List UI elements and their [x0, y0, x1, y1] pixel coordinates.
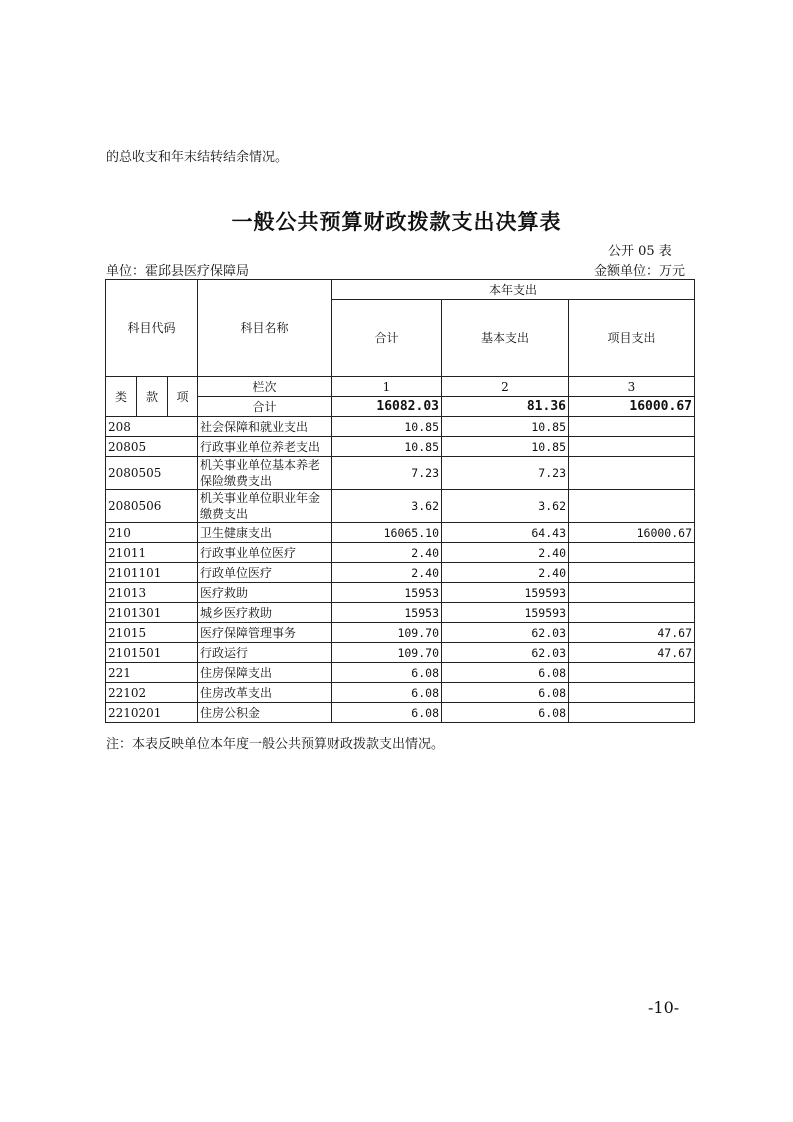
row-code: 208 [106, 417, 198, 437]
header-kuan: 款 [137, 377, 168, 417]
row-basic: 6.08 [442, 663, 569, 683]
row-project [569, 543, 695, 563]
header-row-1 [106, 280, 695, 300]
table-row [106, 683, 695, 703]
row-name: 住房改革支出 [198, 683, 332, 703]
row-basic: 159593 [442, 583, 569, 603]
table-row [106, 490, 695, 523]
table-row [106, 623, 695, 643]
table-row [106, 417, 695, 437]
row-name: 医疗救助 [198, 583, 332, 603]
row-name: 医疗保障管理事务 [198, 623, 332, 643]
table-note: 注：本表反映单位本年度一般公共预算财政拨款支出情况。 [106, 737, 445, 752]
totals-basic: 81.36 [442, 397, 569, 417]
amount-unit-label: 金额单位：万元 [594, 264, 686, 279]
row-basic: 3.62 [442, 490, 569, 523]
header-lei: 类 [106, 377, 137, 417]
row-total: 10.85 [332, 417, 442, 437]
row-code: 2101101 [106, 563, 198, 583]
table-row [106, 543, 695, 563]
row-total: 109.70 [332, 643, 442, 663]
row-name: 社会保障和就业支出 [198, 417, 332, 437]
row-basic: 62.03 [442, 643, 569, 663]
row-code: 22102 [106, 683, 198, 703]
table-row [106, 523, 695, 543]
totals-total: 16082.03 [332, 397, 442, 417]
row-total: 6.08 [332, 683, 442, 703]
row-total: 2.40 [332, 543, 442, 563]
header-total: 合计 [332, 300, 442, 377]
column-number-row [106, 377, 695, 397]
row-total: 6.08 [332, 703, 442, 723]
row-basic: 10.85 [442, 417, 569, 437]
row-name: 行政事业单位养老支出 [198, 437, 332, 457]
row-basic: 62.03 [442, 623, 569, 643]
row-name: 行政单位医疗 [198, 563, 332, 583]
row-project [569, 563, 695, 583]
row-code: 2101501 [106, 643, 198, 663]
row-code: 210 [106, 523, 198, 543]
row-total: 15953 [332, 583, 442, 603]
row-basic: 2.40 [442, 543, 569, 563]
row-total: 109.70 [332, 623, 442, 643]
table-row [106, 603, 695, 623]
row-basic: 7.23 [442, 457, 569, 490]
row-project: 47.67 [569, 623, 695, 643]
header-project: 项目支出 [569, 300, 695, 377]
page-number: -10- [648, 998, 680, 1017]
row-name: 行政运行 [198, 643, 332, 663]
row-basic: 6.08 [442, 703, 569, 723]
page-title: 一般公共预算财政拨款支出决算表 [231, 210, 562, 234]
row-project [569, 703, 695, 723]
row-code: 221 [106, 663, 198, 683]
row-name: 住房保障支出 [198, 663, 332, 683]
table-row [106, 583, 695, 603]
row-code: 21015 [106, 623, 198, 643]
intro-text: 的总收支和年末结转结余情况。 [106, 150, 289, 165]
row-basic: 64.43 [442, 523, 569, 543]
table-row [106, 703, 695, 723]
table-row [106, 643, 695, 663]
row-code: 2080506 [106, 490, 198, 523]
budget-table [105, 279, 695, 723]
row-project [569, 603, 695, 623]
row-project [569, 417, 695, 437]
row-code: 21013 [106, 583, 198, 603]
column-number-2: 2 [442, 377, 569, 397]
header-current-year: 本年支出 [332, 280, 695, 300]
header-code: 科目代码 [106, 280, 198, 377]
row-name: 机关事业单位职业年金缴费支出 [198, 490, 332, 523]
row-project [569, 437, 695, 457]
row-code: 2210201 [106, 703, 198, 723]
row-basic: 159593 [442, 603, 569, 623]
table-row [106, 457, 695, 490]
header-name: 科目名称 [198, 280, 332, 377]
row-total: 16065.10 [332, 523, 442, 543]
row-project: 16000.67 [569, 523, 695, 543]
row-basic: 2.40 [442, 563, 569, 583]
row-project [569, 583, 695, 603]
row-name: 卫生健康支出 [198, 523, 332, 543]
row-basic: 10.85 [442, 437, 569, 457]
row-name: 机关事业单位基本养老保险缴费支出 [198, 457, 332, 490]
unit-label: 单位：霍邱县医疗保障局 [106, 264, 250, 279]
table-row [106, 563, 695, 583]
row-total: 2.40 [332, 563, 442, 583]
row-project [569, 663, 695, 683]
row-project [569, 683, 695, 703]
table-row [106, 663, 695, 683]
row-name: 城乡医疗救助 [198, 603, 332, 623]
row-total: 15953 [332, 603, 442, 623]
row-code: 2080505 [106, 457, 198, 490]
totals-project: 16000.67 [569, 397, 695, 417]
row-name: 住房公积金 [198, 703, 332, 723]
row-code: 20805 [106, 437, 198, 457]
table-row [106, 437, 695, 457]
header-basic: 基本支出 [442, 300, 569, 377]
header-xiang: 项 [168, 377, 198, 417]
totals-label: 合计 [198, 397, 332, 417]
form-number: 公开 05 表 [608, 244, 672, 259]
row-code: 21011 [106, 543, 198, 563]
column-number-3: 3 [569, 377, 695, 397]
row-project [569, 457, 695, 490]
row-code: 2101301 [106, 603, 198, 623]
row-total: 7.23 [332, 457, 442, 490]
row-basic: 6.08 [442, 683, 569, 703]
column-number-1: 1 [332, 377, 442, 397]
row-project [569, 490, 695, 523]
column-label: 栏次 [198, 377, 332, 397]
row-name: 行政事业单位医疗 [198, 543, 332, 563]
row-total: 10.85 [332, 437, 442, 457]
row-total: 6.08 [332, 663, 442, 683]
row-project: 47.67 [569, 643, 695, 663]
row-total: 3.62 [332, 490, 442, 523]
